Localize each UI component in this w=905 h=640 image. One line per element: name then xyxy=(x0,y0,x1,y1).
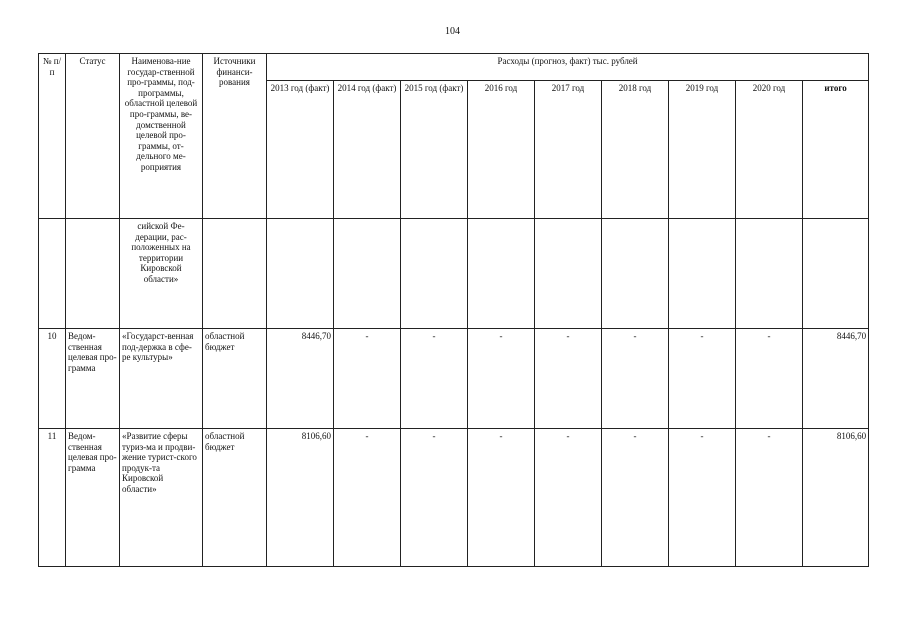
header-year: 2016 год xyxy=(468,81,535,219)
row-num xyxy=(39,219,66,329)
header-row xyxy=(39,54,869,81)
row-value xyxy=(401,219,468,329)
row-source: областной бюджет xyxy=(203,329,267,429)
row-status: Ведом-ственная целевая про-грамма xyxy=(66,329,120,429)
row-name: «Развитие сферы туриз-ма и продви-жение турист-ского продук-та Кировской области» xyxy=(120,429,203,567)
row-value: - xyxy=(334,329,401,429)
row-value: - xyxy=(669,429,736,567)
row-value: - xyxy=(602,429,669,567)
row-value: - xyxy=(334,429,401,567)
row-status: Ведом-ственная целевая про-грамма xyxy=(66,429,120,567)
row-name: сийской Фе-дерации, рас-положенных на территории Кировской области» xyxy=(120,219,203,329)
row-value: - xyxy=(401,429,468,567)
row-value: - xyxy=(736,429,803,567)
header-num: № п/п xyxy=(39,54,66,219)
table-row xyxy=(39,329,869,429)
row-value: - xyxy=(535,429,602,567)
row-total xyxy=(803,219,869,329)
header-year: 2017 год xyxy=(535,81,602,219)
row-status xyxy=(66,219,120,329)
row-total: 8446,70 xyxy=(803,329,869,429)
header-year: 2014 год (факт) xyxy=(334,81,401,219)
row-name: «Государст-венная под-держка в сфе-ре культуры» xyxy=(120,329,203,429)
header-year: 2015 год (факт) xyxy=(401,81,468,219)
row-total: 8106,60 xyxy=(803,429,869,567)
header-year: 2020 год xyxy=(736,81,803,219)
row-num: 11 xyxy=(39,429,66,567)
header-year: 2013 год (факт) xyxy=(267,81,334,219)
row-source: областной бюджет xyxy=(203,429,267,567)
header-name: Наименова-ние государ-ственной про-граммы, под-программы, областной целевой про-граммы, ве-домственной целевой про-граммы, от-дельного ме-роприятия xyxy=(120,54,203,219)
row-value xyxy=(602,219,669,329)
header-year: 2018 год xyxy=(602,81,669,219)
row-num: 10 xyxy=(39,329,66,429)
row-value: - xyxy=(736,329,803,429)
header-year: 2019 год xyxy=(669,81,736,219)
header-expenses: Расходы (прогноз, факт) тыс. рублей xyxy=(267,54,869,81)
table-row xyxy=(39,429,869,567)
header-source: Источники финанси-рования xyxy=(203,54,267,219)
row-value xyxy=(468,219,535,329)
page-number: 104 xyxy=(445,26,460,37)
row-value xyxy=(669,219,736,329)
header-status: Статус xyxy=(66,54,120,219)
row-value: - xyxy=(468,429,535,567)
row-value: - xyxy=(468,329,535,429)
row-value: - xyxy=(401,329,468,429)
row-value: - xyxy=(669,329,736,429)
row-value: 8106,60 xyxy=(267,429,334,567)
row-value xyxy=(535,219,602,329)
budget-table xyxy=(38,53,869,567)
row-value: 8446,70 xyxy=(267,329,334,429)
row-value xyxy=(267,219,334,329)
row-value: - xyxy=(602,329,669,429)
header-total: итого xyxy=(803,81,869,219)
table-row xyxy=(39,219,869,329)
row-source xyxy=(203,219,267,329)
row-value xyxy=(334,219,401,329)
row-value xyxy=(736,219,803,329)
row-value: - xyxy=(535,329,602,429)
